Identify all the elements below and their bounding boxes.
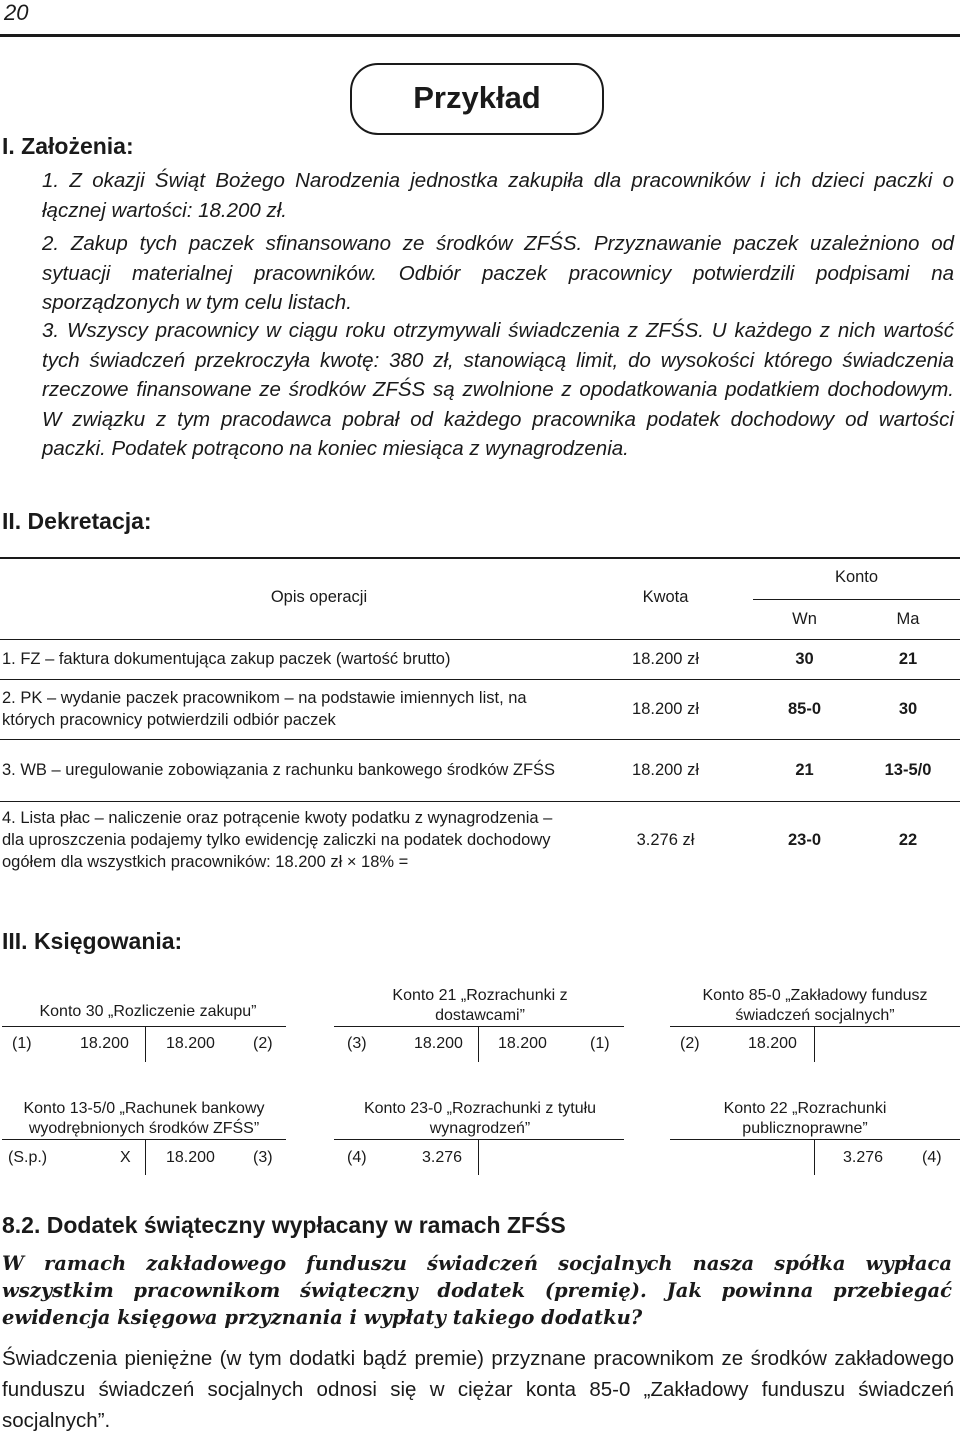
row-4-ma: 22 <box>898 830 918 849</box>
row-2-ma: 30 <box>898 699 918 718</box>
t-account-13-5-0-wn-value: X <box>120 1149 131 1166</box>
t-account-22-title: Konto 22 „Rozrachunki publicznoprawne” <box>723 1100 887 1137</box>
page-number: 20 <box>4 0 29 25</box>
section-8-2-lead: W ramach zakładowego funduszu świadczeń socjalnych nasza spółka wypłaca wszystkim pracownikom świąteczny dodatek (premię). Jak powinna przebiegać ewidencja księgowa przyznania i wypłaty takiego dodatku? <box>2 1252 952 1329</box>
assumption-1-number: 1. <box>42 169 60 192</box>
t-account-85-0-vline <box>814 1026 815 1062</box>
t-account-13-5-0-vline <box>145 1139 146 1175</box>
t-account-85-0-wn-value: 18.200 <box>748 1035 797 1052</box>
t-account-13-5-0-title: Konto 13-5/0 „Rachunek bankowy wyodrębnionych środków ZFŚS” <box>23 1100 265 1137</box>
assumption-1 <box>42 166 954 225</box>
t-account-30-wn-ref: (1) <box>12 1035 32 1052</box>
header-opis: Opis operacji <box>0 557 578 639</box>
header-rule <box>0 34 960 37</box>
row-2-desc: 2. PK – wydanie paczek pracownikom – na podstawie imiennych list, na których pracownicy potwierdzili odbiór paczek <box>2 689 527 729</box>
t-account-21-title: Konto 21 „Rozrachunki z dostawcami” <box>392 987 568 1024</box>
assumption-3-text: Wszyscy pracownicy w ciągu roku otrzymywali świadczenia z ZFŚS. U każdego z nich wartość tych świadczeń przekroczyła kwotę: 380 zł, stanowiącą limit, do wysokości którego świadczenia rzeczowe finansowane ze środków ZFŚS są zwolnione z opodatkowania podatkiem dochodowym. W związku z tym pracodawca pobrał od każdego pracownika podatek dochodowy od wartości paczki. Podatek potrącono na koniec miesiąca z wynagrodzenia. <box>42 319 954 460</box>
t-account-21-ma-ref: (1) <box>590 1035 610 1052</box>
example-title: Przykład <box>413 80 541 115</box>
section-3-heading: III. Księgowania: <box>2 928 183 954</box>
assumption-2-text: Zakup tych paczek sfinansowano ze środków ZFŚS. Przyznawanie paczek uzależniono od sytuacji materialnej pracowników. Odbiór paczek pracownicy potwierdzili podpisami na sporządzonych w tym celu listach. <box>42 232 955 314</box>
t-account-23-0-vline <box>478 1139 479 1175</box>
row-3-amount: 18.200 zł <box>632 760 699 779</box>
t-account-85-0-title: Konto 85-0 „Zakładowy fundusz świadczeń socjalnych” <box>702 987 928 1024</box>
t-account-23-0-title: Konto 23-0 „Rozrachunki z tytułu wynagrodzeń” <box>363 1100 597 1137</box>
t-account-22-vline <box>814 1139 815 1175</box>
t-account-23-0-wn-ref: (4) <box>347 1149 367 1166</box>
header-kwota: Kwota <box>578 557 753 639</box>
header-ma: Ma <box>856 599 960 639</box>
table-row <box>0 639 960 679</box>
row-1-amount: 18.200 zł <box>632 649 699 668</box>
t-account-30-wn-value: 18.200 <box>80 1035 129 1052</box>
row-1-wn: 30 <box>795 649 814 668</box>
t-account-13-5-0-ma-ref: (3) <box>253 1149 273 1166</box>
t-account-22-ma-value: 3.276 <box>843 1149 884 1166</box>
row-1-ma: 21 <box>898 649 918 668</box>
t-account-30-vline <box>145 1026 146 1062</box>
row-4-amount: 3.276 zł <box>636 830 695 849</box>
assumption-3-number: 3. <box>42 319 60 342</box>
section-1-heading: I. Założenia: <box>2 133 134 159</box>
posting-table <box>0 557 960 879</box>
t-account-30-hline <box>2 1026 286 1027</box>
t-account-30-ma-value: 18.200 <box>166 1035 215 1052</box>
row-3-wn: 21 <box>795 760 814 779</box>
t-account-13-5-0-hline <box>2 1139 286 1140</box>
t-account-23-0-wn-value: 3.276 <box>422 1149 463 1166</box>
row-3-desc: 3. WB – uregulowanie zobowiązania z rachunku bankowego środków ZFŚS <box>2 761 556 779</box>
t-account-85-0-hline <box>670 1026 960 1027</box>
row-1-desc: 1. FZ – faktura dokumentująca zakup paczek (wartość brutto) <box>2 650 451 668</box>
t-account-22-ma-ref: (4) <box>922 1149 942 1166</box>
assumption-3 <box>42 316 954 464</box>
table-row <box>0 679 960 739</box>
table-row <box>0 801 960 879</box>
row-3-ma: 13-5/0 <box>884 760 932 779</box>
assumption-2 <box>42 229 954 318</box>
t-account-13-5-0-ma-value: 18.200 <box>166 1149 215 1166</box>
table-row <box>0 739 960 801</box>
t-account-22-hline <box>670 1139 960 1140</box>
assumption-1-text: Z okazji Świąt Bożego Narodzenia jednostka zakupiła dla pracowników i ich dzieci paczki o łącznej wartości: 18.200 zł. <box>42 169 954 222</box>
t-account-30-ma-ref: (2) <box>253 1035 273 1052</box>
row-2-amount: 18.200 zł <box>632 699 699 718</box>
t-account-21-vline <box>478 1026 479 1062</box>
t-account-21-ma-value: 18.200 <box>498 1035 547 1052</box>
row-4-desc: 4. Lista płac – naliczenie oraz potrącenie kwoty podatku z wynagrodzenia – dla uproszczenia podajemy tylko ewidencję zaliczki na podatek dochodowy ogółem dla wszystkich pracowników: 18.200 zł × 18% = <box>2 809 553 872</box>
t-account-23-0-hline <box>334 1139 624 1140</box>
assumption-2-number: 2. <box>42 232 60 255</box>
section-8-2-body: Świadczenia pieniężne (w tym dodatki bądź premie) przyznane pracownikom ze środków zakładowego funduszu świadczeń socjalnych odnosi się w ciężar konta 85-0 „Zakładowy funduszu świadczeń socjalnych”. <box>2 1347 954 1432</box>
t-account-13-5-0-wn-ref: (S.p.) <box>8 1149 48 1166</box>
row-2-wn: 85-0 <box>787 699 822 718</box>
t-account-85-0-wn-ref: (2) <box>680 1035 700 1052</box>
t-account-21-wn-ref: (3) <box>347 1035 367 1052</box>
section-2-heading: II. Dekretacja: <box>2 508 152 534</box>
header-konto: Konto <box>753 557 960 599</box>
t-account-30-title: Konto 30 „Rozliczenie zakupu” <box>39 1003 257 1020</box>
t-account-21-hline <box>334 1026 624 1027</box>
t-account-21-wn-value: 18.200 <box>414 1035 463 1052</box>
row-4-wn: 23-0 <box>787 830 822 849</box>
section-8-2-title: 8.2. Dodatek świąteczny wypłacany w ramach ZFŚS <box>2 1212 566 1238</box>
header-wn: Wn <box>753 599 856 639</box>
